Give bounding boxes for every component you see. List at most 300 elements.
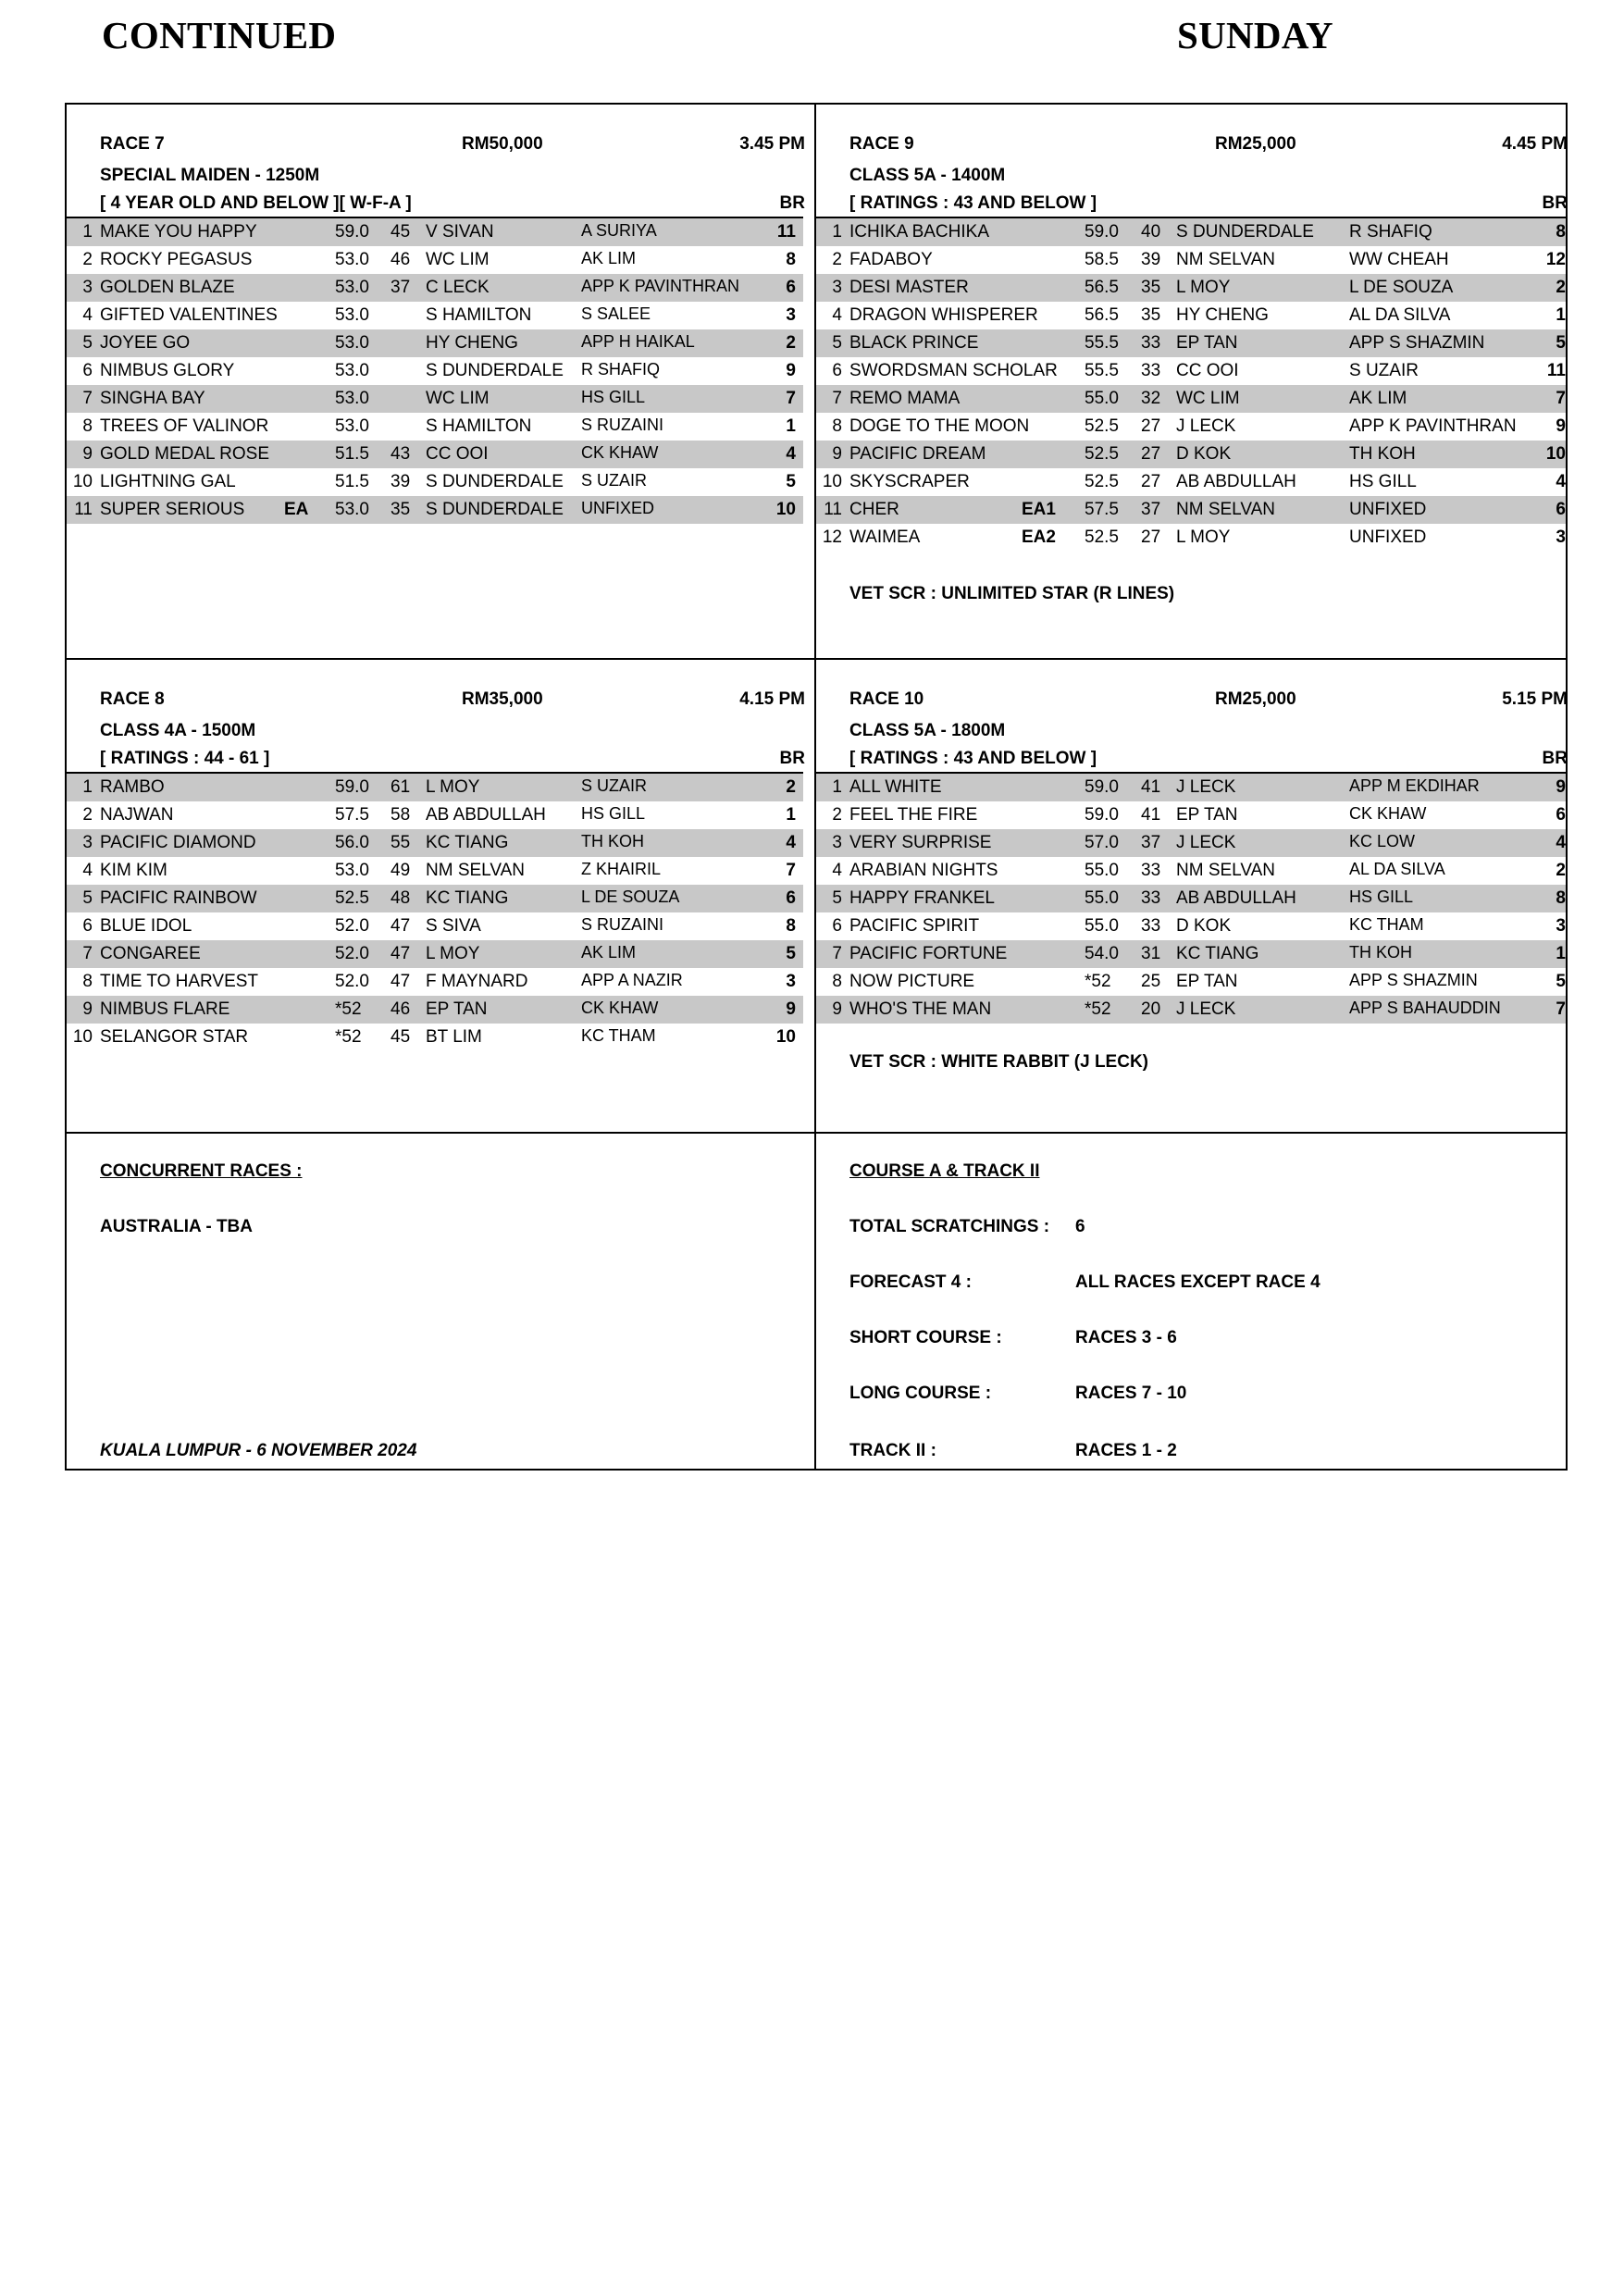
race-prize: RM25,000 — [1215, 689, 1296, 709]
trainer-name: S UZAIR — [1349, 361, 1419, 380]
jockey-name: EP TAN — [1176, 972, 1238, 991]
horse-rating: 46 — [391, 250, 411, 269]
carried-weight: 56.5 — [1085, 278, 1119, 297]
jockey-name: S DUNDERDALE — [426, 361, 564, 380]
trainer-name: A SURIYA — [581, 221, 657, 240]
jockey-name: NM SELVAN — [1176, 861, 1275, 880]
trainer-name: WW CHEAH — [1349, 250, 1449, 269]
entry-row — [816, 857, 1566, 885]
race-class: CLASS 4A - 1500M — [100, 721, 256, 740]
horse-number: 10 — [72, 472, 93, 491]
vet-scratching-note: VET SCR : UNLIMITED STAR (R LINES) — [849, 584, 1175, 603]
race-condition: [ 4 YEAR OLD AND BELOW ][ W-F-A ] — [100, 193, 412, 213]
entry-list — [67, 218, 803, 524]
horse-name: SKYSCRAPER — [849, 472, 970, 491]
horse-rating: 49 — [391, 861, 411, 880]
carried-weight: 59.0 — [1085, 805, 1119, 825]
horse-rating: 35 — [1141, 305, 1161, 325]
barrier-draw: 3 — [786, 972, 796, 991]
horse-name: BLACK PRINCE — [849, 333, 979, 353]
barrier-draw: 8 — [786, 916, 796, 936]
emergency-acceptor-tag: EA2 — [1022, 527, 1056, 547]
trainer-name: AL DA SILVA — [1349, 305, 1451, 325]
entry-row — [67, 829, 803, 857]
horse-number: 8 — [82, 972, 93, 991]
track-label: TRACK II : — [849, 1441, 936, 1460]
barrier-draw: 7 — [1556, 999, 1566, 1019]
horse-name: VERY SURPRISE — [849, 833, 992, 852]
horse-number: 8 — [82, 416, 93, 436]
jockey-name: S HAMILTON — [426, 416, 532, 436]
jockey-name: J LECK — [1176, 999, 1236, 1019]
trainer-name: L DE SOUZA — [1349, 278, 1454, 297]
track-value: RACES 1 - 2 — [1075, 1441, 1177, 1460]
short-course-value: RACES 3 - 6 — [1075, 1328, 1177, 1347]
forecast-label: FORECAST 4 : — [849, 1272, 972, 1292]
barrier-draw: 6 — [1556, 805, 1566, 825]
horse-name: NOW PICTURE — [849, 972, 975, 991]
jockey-name: WC LIM — [426, 250, 490, 269]
entry-row — [67, 441, 803, 468]
horse-number: 1 — [82, 222, 93, 242]
horse-name: TIME TO HARVEST — [100, 972, 259, 991]
carried-weight: 53.0 — [335, 305, 369, 325]
entry-list — [67, 774, 803, 1051]
barrier-draw: 6 — [1556, 500, 1566, 519]
race-number: RACE 8 — [100, 689, 165, 709]
barrier-draw: 3 — [1556, 916, 1566, 936]
horse-name: GIFTED VALENTINES — [100, 305, 278, 325]
horse-name: PACIFIC RAINBOW — [100, 888, 257, 908]
horse-number: 3 — [82, 278, 93, 297]
horse-name: ARABIAN NIGHTS — [849, 861, 998, 880]
jockey-name: J LECK — [1176, 777, 1236, 797]
carried-weight: 59.0 — [1085, 777, 1119, 797]
carried-weight: 53.0 — [335, 861, 369, 880]
carried-weight: 53.0 — [335, 389, 369, 408]
jockey-name: L MOY — [426, 777, 480, 797]
concurrent-races-value: AUSTRALIA - TBA — [100, 1217, 253, 1236]
trainer-name: APP S BAHAUDDIN — [1349, 999, 1501, 1017]
carried-weight: *52 — [1085, 999, 1111, 1019]
emergency-acceptor-tag: EA — [284, 500, 309, 519]
barrier-draw: 10 — [775, 500, 796, 519]
horse-name: ALL WHITE — [849, 777, 942, 797]
carried-weight: 55.5 — [1085, 361, 1119, 380]
entry-row — [67, 774, 803, 801]
barrier-draw: 1 — [1556, 944, 1566, 963]
trainer-name: APP S SHAZMIN — [1349, 333, 1485, 353]
horse-number: 8 — [832, 972, 842, 991]
carried-weight: *52 — [1085, 972, 1111, 991]
race-condition: [ RATINGS : 43 AND BELOW ] — [849, 749, 1097, 768]
barrier-draw: 2 — [1556, 278, 1566, 297]
horse-number: 7 — [82, 389, 93, 408]
jockey-name: BT LIM — [426, 1027, 482, 1047]
barrier-draw: 9 — [1556, 777, 1566, 797]
horse-rating: 40 — [1141, 222, 1161, 242]
jockey-name: CC OOI — [1176, 361, 1239, 380]
entry-row — [816, 968, 1566, 996]
horse-number: 5 — [832, 333, 842, 353]
horse-rating: 27 — [1141, 472, 1161, 491]
barrier-draw: 3 — [1556, 527, 1566, 547]
forecast-value: ALL RACES EXCEPT RACE 4 — [1075, 1272, 1320, 1292]
long-course-value: RACES 7 - 10 — [1075, 1384, 1187, 1403]
jockey-name: EP TAN — [426, 999, 488, 1019]
horse-number: 9 — [82, 444, 93, 464]
trainer-name: L DE SOUZA — [581, 887, 680, 906]
entry-row — [816, 885, 1566, 912]
page-heading-left: CONTINUED — [102, 14, 337, 56]
race-header — [816, 105, 1568, 216]
barrier-draw: 8 — [786, 250, 796, 269]
entry-row — [67, 912, 803, 940]
trainer-name: S SALEE — [581, 304, 651, 323]
carried-weight: 52.0 — [335, 916, 369, 936]
horse-rating: 41 — [1141, 805, 1161, 825]
horse-rating: 41 — [1141, 777, 1161, 797]
horse-number: 10 — [822, 472, 842, 491]
trainer-name: APP H HAIKAL — [581, 332, 695, 351]
jockey-name: KC TIANG — [1176, 944, 1259, 963]
entry-row — [67, 246, 803, 274]
horse-number: 3 — [832, 833, 842, 852]
race-panel-9 — [816, 105, 1568, 658]
horse-rating: 33 — [1141, 361, 1161, 380]
barrier-draw: 7 — [786, 389, 796, 408]
trainer-name: KC THAM — [1349, 915, 1424, 934]
entry-row — [67, 218, 803, 246]
short-course-label: SHORT COURSE : — [849, 1328, 1002, 1347]
carried-weight: 53.0 — [335, 361, 369, 380]
carried-weight: *52 — [335, 1027, 362, 1047]
trainer-name: TH KOH — [581, 832, 645, 850]
entry-row — [67, 274, 803, 302]
jockey-name: L MOY — [1176, 278, 1231, 297]
carried-weight: 53.0 — [335, 250, 369, 269]
course-track-label: COURSE A & TRACK II — [849, 1161, 1040, 1181]
jockey-name: D KOK — [1176, 444, 1232, 464]
barrier-draw: 2 — [786, 333, 796, 353]
horse-number: 4 — [82, 861, 93, 880]
carried-weight: 52.0 — [335, 944, 369, 963]
race-number: RACE 7 — [100, 134, 165, 154]
horse-number: 9 — [82, 999, 93, 1019]
entry-row — [67, 801, 803, 829]
trainer-name: S RUZAINI — [581, 416, 664, 434]
horse-number: 6 — [832, 361, 842, 380]
carried-weight: 51.5 — [335, 444, 369, 464]
barrier-draw: 9 — [786, 999, 796, 1019]
carried-weight: 51.5 — [335, 472, 369, 491]
horse-rating: 47 — [391, 916, 411, 936]
barrier-draw: 6 — [786, 888, 796, 908]
footer-right-panel — [816, 1134, 1568, 1471]
entry-row — [67, 996, 803, 1024]
entry-row — [67, 940, 803, 968]
race-header — [816, 660, 1568, 771]
horse-number: 1 — [832, 777, 842, 797]
trainer-name: AK LIM — [581, 943, 637, 962]
barrier-draw: 2 — [1556, 861, 1566, 880]
jockey-name: J LECK — [1176, 416, 1236, 436]
horse-name: FADABOY — [849, 250, 933, 269]
barrier-draw: 11 — [1546, 361, 1566, 380]
race-header — [67, 660, 814, 771]
horse-rating: 31 — [1141, 944, 1161, 963]
race-number: RACE 10 — [849, 689, 924, 709]
horse-rating: 58 — [391, 805, 411, 825]
horse-rating: 33 — [1141, 916, 1161, 936]
entry-row — [816, 496, 1566, 524]
horse-name: MAKE YOU HAPPY — [100, 222, 257, 242]
horse-name: NAJWAN — [100, 805, 174, 825]
barrier-draw: 11 — [776, 222, 796, 242]
horse-name: GOLDEN BLAZE — [100, 278, 235, 297]
jockey-name: HY CHENG — [1176, 305, 1269, 325]
horse-rating: 27 — [1141, 527, 1161, 547]
barrier-draw: 1 — [786, 805, 796, 825]
trainer-name: KC LOW — [1349, 832, 1416, 850]
jockey-name: V SIVAN — [426, 222, 494, 242]
horse-number: 2 — [82, 250, 93, 269]
horse-name: KIM KIM — [100, 861, 167, 880]
total-scratchings-label: TOTAL SCRATCHINGS : — [849, 1217, 1050, 1236]
horse-name: PACIFIC DREAM — [849, 444, 986, 464]
jockey-name: S DUNDERDALE — [426, 472, 564, 491]
race-panel-8 — [67, 660, 814, 1132]
entry-row — [816, 357, 1566, 385]
horse-name: RAMBO — [100, 777, 165, 797]
race-time: 3.45 PM — [739, 134, 805, 154]
barrier-draw: 4 — [1556, 833, 1566, 852]
horse-number: 12 — [822, 527, 842, 547]
horse-name: GOLD MEDAL ROSE — [100, 444, 270, 464]
barrier-draw: 1 — [786, 416, 796, 436]
jockey-name: NM SELVAN — [1176, 500, 1275, 519]
entry-row — [816, 329, 1566, 357]
entry-row — [67, 385, 803, 413]
horse-name: SUPER SERIOUS — [100, 500, 245, 519]
trainer-name: AK LIM — [581, 249, 637, 267]
barrier-label: BR — [779, 193, 805, 213]
trainer-name: APP M EKDIHAR — [1349, 776, 1480, 795]
entry-row — [816, 246, 1566, 274]
horse-name: HAPPY FRANKEL — [849, 888, 995, 908]
entry-row — [816, 774, 1566, 801]
horse-name: PACIFIC SPIRIT — [849, 916, 980, 936]
barrier-draw: 4 — [786, 444, 796, 464]
carried-weight: 56.5 — [1085, 305, 1119, 325]
carried-weight: 55.0 — [1085, 389, 1119, 408]
entry-row — [816, 274, 1566, 302]
horse-number: 2 — [82, 805, 93, 825]
horse-name: DESI MASTER — [849, 278, 969, 297]
jockey-name: NM SELVAN — [426, 861, 525, 880]
horse-name: SINGHA BAY — [100, 389, 205, 408]
entry-row — [816, 413, 1566, 441]
barrier-draw: 4 — [1556, 472, 1566, 491]
horse-number: 11 — [74, 500, 93, 519]
entry-row — [816, 829, 1566, 857]
entry-list — [816, 774, 1566, 1024]
carried-weight: 52.5 — [1085, 416, 1119, 436]
horse-number: 6 — [832, 916, 842, 936]
horse-number: 1 — [82, 777, 93, 797]
barrier-draw: 10 — [1545, 444, 1566, 464]
race-header — [67, 105, 814, 216]
carried-weight: 56.0 — [335, 833, 369, 852]
trainer-name: APP S SHAZMIN — [1349, 971, 1478, 989]
horse-rating: 32 — [1141, 389, 1161, 408]
jockey-name: KC TIANG — [426, 833, 509, 852]
horse-number: 4 — [82, 305, 93, 325]
horse-rating: 35 — [1141, 278, 1161, 297]
trainer-name: HS GILL — [1349, 887, 1414, 906]
trainer-name: CK KHAW — [1349, 804, 1427, 823]
jockey-name: AB ABDULLAH — [1176, 472, 1296, 491]
horse-rating: 47 — [391, 972, 411, 991]
footer-left-panel — [67, 1134, 814, 1471]
entry-row — [67, 413, 803, 441]
horse-number: 9 — [832, 999, 842, 1019]
horse-number: 5 — [832, 888, 842, 908]
vet-scratching-note: VET SCR : WHITE RABBIT (J LECK) — [849, 1052, 1148, 1072]
carried-weight: 52.5 — [1085, 444, 1119, 464]
horse-number: 4 — [832, 305, 842, 325]
venue-date: KUALA LUMPUR - 6 NOVEMBER 2024 — [100, 1441, 417, 1460]
horse-name: TREES OF VALINOR — [100, 416, 269, 436]
horse-name: DOGE TO THE MOON — [849, 416, 1030, 436]
race-number: RACE 9 — [849, 134, 914, 154]
carried-weight: 53.0 — [335, 278, 369, 297]
jockey-name: CC OOI — [426, 444, 489, 464]
jockey-name: S DUNDERDALE — [426, 500, 564, 519]
horse-name: CHER — [849, 500, 899, 519]
entry-list — [816, 218, 1566, 552]
entry-row — [67, 968, 803, 996]
barrier-draw: 10 — [775, 1027, 796, 1047]
barrier-draw: 3 — [786, 305, 796, 325]
horse-rating: 43 — [391, 444, 411, 464]
barrier-label: BR — [779, 749, 805, 768]
barrier-draw: 5 — [786, 944, 796, 963]
barrier-draw: 9 — [1556, 416, 1566, 436]
barrier-draw: 5 — [786, 472, 796, 491]
carried-weight: 52.0 — [335, 972, 369, 991]
jockey-name: S DUNDERDALE — [1176, 222, 1314, 242]
carried-weight: 55.0 — [1085, 888, 1119, 908]
horse-name: BLUE IDOL — [100, 916, 192, 936]
race-prize: RM50,000 — [462, 134, 543, 154]
jockey-name: S HAMILTON — [426, 305, 532, 325]
horse-number: 8 — [832, 416, 842, 436]
horse-rating: 37 — [1141, 500, 1161, 519]
trainer-name: R SHAFIQ — [581, 360, 661, 379]
race-panel-10 — [816, 660, 1568, 1132]
entry-row — [816, 302, 1566, 329]
trainer-name: HS GILL — [581, 804, 646, 823]
horse-number: 2 — [832, 805, 842, 825]
trainer-name: CK KHAW — [581, 443, 659, 462]
horse-name: NIMBUS GLORY — [100, 361, 235, 380]
horse-name: SELANGOR STAR — [100, 1027, 249, 1047]
trainer-name: HS GILL — [1349, 472, 1417, 491]
carried-weight: 52.5 — [1085, 472, 1119, 491]
barrier-draw: 7 — [786, 861, 796, 880]
barrier-draw: 4 — [786, 833, 796, 852]
trainer-name: AL DA SILVA — [1349, 860, 1445, 878]
horse-number: 7 — [832, 389, 842, 408]
horse-rating: 47 — [391, 944, 411, 963]
horse-name: PACIFIC FORTUNE — [849, 944, 1008, 963]
carried-weight: 59.0 — [1085, 222, 1119, 242]
barrier-draw: 12 — [1545, 250, 1566, 269]
horse-number: 3 — [82, 833, 93, 852]
horse-name: REMO MAMA — [849, 389, 961, 408]
horse-rating: 33 — [1141, 888, 1161, 908]
horse-rating: 39 — [391, 472, 411, 491]
trainer-name: HS GILL — [581, 388, 646, 406]
jockey-name: EP TAN — [1176, 805, 1238, 825]
trainer-name: UNFIXED — [1349, 527, 1427, 547]
horse-rating: 39 — [1141, 250, 1161, 269]
carried-weight: 57.5 — [335, 805, 369, 825]
barrier-draw: 8 — [1556, 888, 1566, 908]
entry-row — [816, 524, 1566, 552]
horse-number: 1 — [832, 222, 842, 242]
horse-rating: 55 — [391, 833, 411, 852]
trainer-name: APP K PAVINTHRAN — [1349, 416, 1517, 436]
carried-weight: 52.5 — [1085, 527, 1119, 547]
trainer-name: KC THAM — [581, 1026, 656, 1045]
horse-number: 11 — [824, 500, 842, 519]
jockey-name: J LECK — [1176, 833, 1236, 852]
trainer-name: R SHAFIQ — [1349, 222, 1432, 242]
horse-rating: 33 — [1141, 861, 1161, 880]
jockey-name: AB ABDULLAH — [1176, 888, 1296, 908]
race-class: CLASS 5A - 1400M — [849, 166, 1006, 185]
barrier-draw: 5 — [1556, 333, 1566, 353]
trainer-name: AK LIM — [1349, 389, 1407, 408]
horse-rating: 61 — [391, 777, 411, 797]
barrier-draw: 2 — [786, 777, 796, 797]
entry-row — [67, 357, 803, 385]
emergency-acceptor-tag: EA1 — [1022, 500, 1056, 519]
carried-weight: 53.0 — [335, 500, 369, 519]
jockey-name: F MAYNARD — [426, 972, 528, 991]
horse-name: SWORDSMAN SCHOLAR — [849, 361, 1058, 380]
trainer-name: APP A NAZIR — [581, 971, 683, 989]
horse-number: 7 — [82, 944, 93, 963]
trainer-name: UNFIXED — [1349, 500, 1427, 519]
jockey-name: EP TAN — [1176, 333, 1238, 353]
concurrent-races-label: CONCURRENT RACES : — [100, 1161, 303, 1181]
race-condition: [ RATINGS : 43 AND BELOW ] — [849, 193, 1097, 213]
horse-rating: 35 — [391, 500, 411, 519]
total-scratchings-value: 6 — [1075, 1217, 1085, 1236]
horse-name: NIMBUS FLARE — [100, 999, 230, 1019]
race-prize: RM35,000 — [462, 689, 543, 709]
carried-weight: 59.0 — [335, 222, 369, 242]
horse-number: 3 — [832, 278, 842, 297]
jockey-name: KC TIANG — [426, 888, 509, 908]
entry-row — [67, 857, 803, 885]
race-class: CLASS 5A - 1800M — [849, 721, 1006, 740]
horse-name: WAIMEA — [849, 527, 921, 547]
entry-row — [816, 468, 1566, 496]
